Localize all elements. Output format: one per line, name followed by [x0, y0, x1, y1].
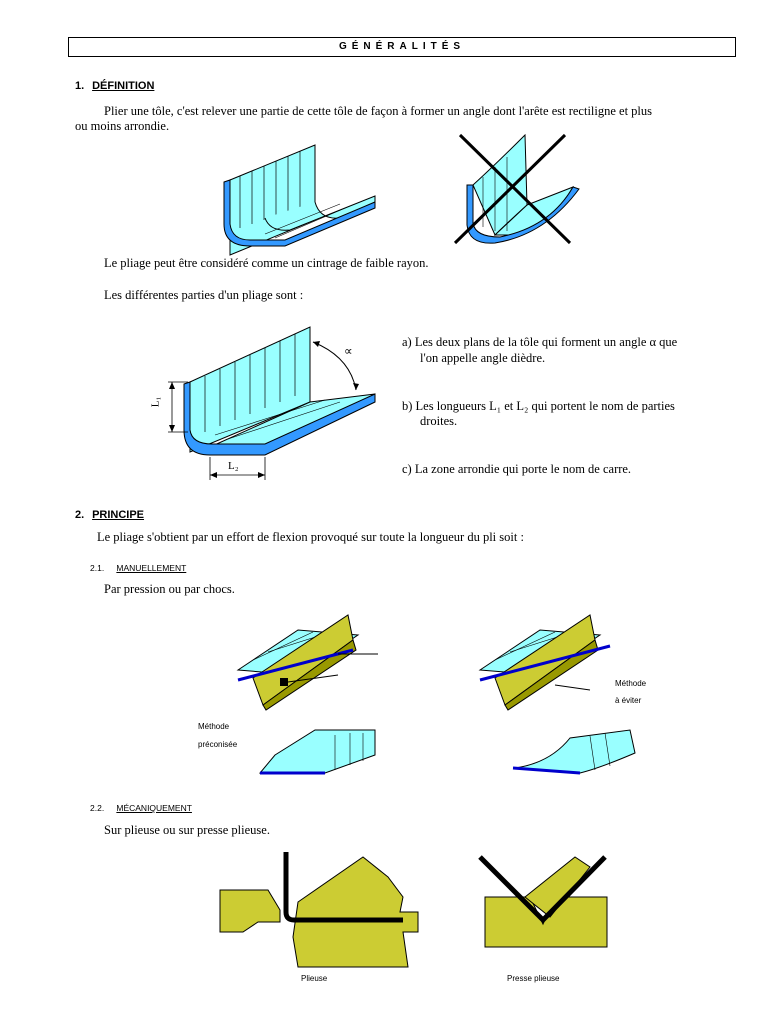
section-1-heading [75, 80, 154, 92]
avoid-caption-2: à éviter [615, 696, 642, 705]
subsection-2-1-heading [90, 563, 186, 573]
manual-avoid-tool [470, 610, 630, 710]
list-item-cont: l'on appelle angle dièdre. [420, 351, 546, 365]
pliage-cintrage-text: Le pliage peut être considéré comme un cintrage de faible rayon. [104, 256, 429, 270]
recommended-caption-1: Méthode [198, 722, 230, 731]
subsection-2-2-heading [90, 803, 192, 813]
section-number: 2. [75, 509, 85, 521]
manual-recommended-tool [218, 610, 388, 710]
list-item [402, 335, 735, 350]
subsection-number: 2.2. [90, 803, 105, 813]
presse-plieuse-caption: Presse plieuse [507, 974, 560, 983]
mechanical-text: Sur plieuse ou sur presse plieuse. [104, 823, 270, 837]
plieuse-caption: Plieuse [301, 974, 328, 983]
list-marker: a) [402, 335, 412, 349]
alpha-label: ∝ [344, 344, 353, 358]
l1-label: L₁ [149, 396, 162, 408]
recommended-caption-2: préconisée [198, 740, 238, 749]
list-text: Les deux plans de la tôle qui forment un angle α que [414, 335, 678, 349]
page-banner: GÉNÉRALITÉS [68, 37, 736, 57]
incorrect-bend-illustration [455, 135, 580, 250]
l2-label: L₂ [228, 460, 239, 472]
list-text: Les longueurs L₁ et L₂ qui portent le nom de parties [415, 399, 675, 413]
subsection-title: MANUELLEMENT [116, 563, 187, 573]
principe-intro: Le pliage s'obtient par un effort de flexion provoqué sur toute la longueur du pli soit : [97, 530, 524, 544]
list-item-cont: droites. [420, 414, 458, 428]
manual-text: Par pression ou par chocs. [104, 582, 235, 596]
parts-intro-text: Les différentes parties d'un pliage sont : [104, 288, 304, 302]
plieuse-illustration [218, 852, 433, 970]
section-2-heading [75, 509, 144, 521]
correct-bend-illustration [220, 140, 380, 250]
avoid-caption-1: Méthode [615, 679, 647, 688]
section-number: 1. [75, 80, 85, 92]
subsection-title: MÉCANIQUEMENT [116, 803, 192, 813]
list-item [402, 399, 735, 414]
definition-line-1: Plier une tôle, c'est relever une partie de cette tôle de façon à former un angle dont l'arête est rectiligne et plus [104, 104, 653, 118]
list-marker: b) [402, 399, 413, 413]
bend-parts-diagram [150, 322, 390, 482]
subsection-number: 2.1. [90, 563, 105, 573]
manual-avoid-result [510, 728, 640, 778]
presse-plieuse-illustration [475, 852, 615, 952]
definition-line-2: ou moins arrondie. [75, 119, 170, 133]
list-item [402, 462, 631, 477]
list-text: La zone arrondie qui porte le nom de carre. [414, 462, 632, 476]
list-marker: c) [402, 462, 412, 476]
section-title: PRINCIPE [92, 509, 145, 521]
manual-recommended-result [255, 725, 385, 775]
section-title: DÉFINITION [92, 80, 155, 92]
